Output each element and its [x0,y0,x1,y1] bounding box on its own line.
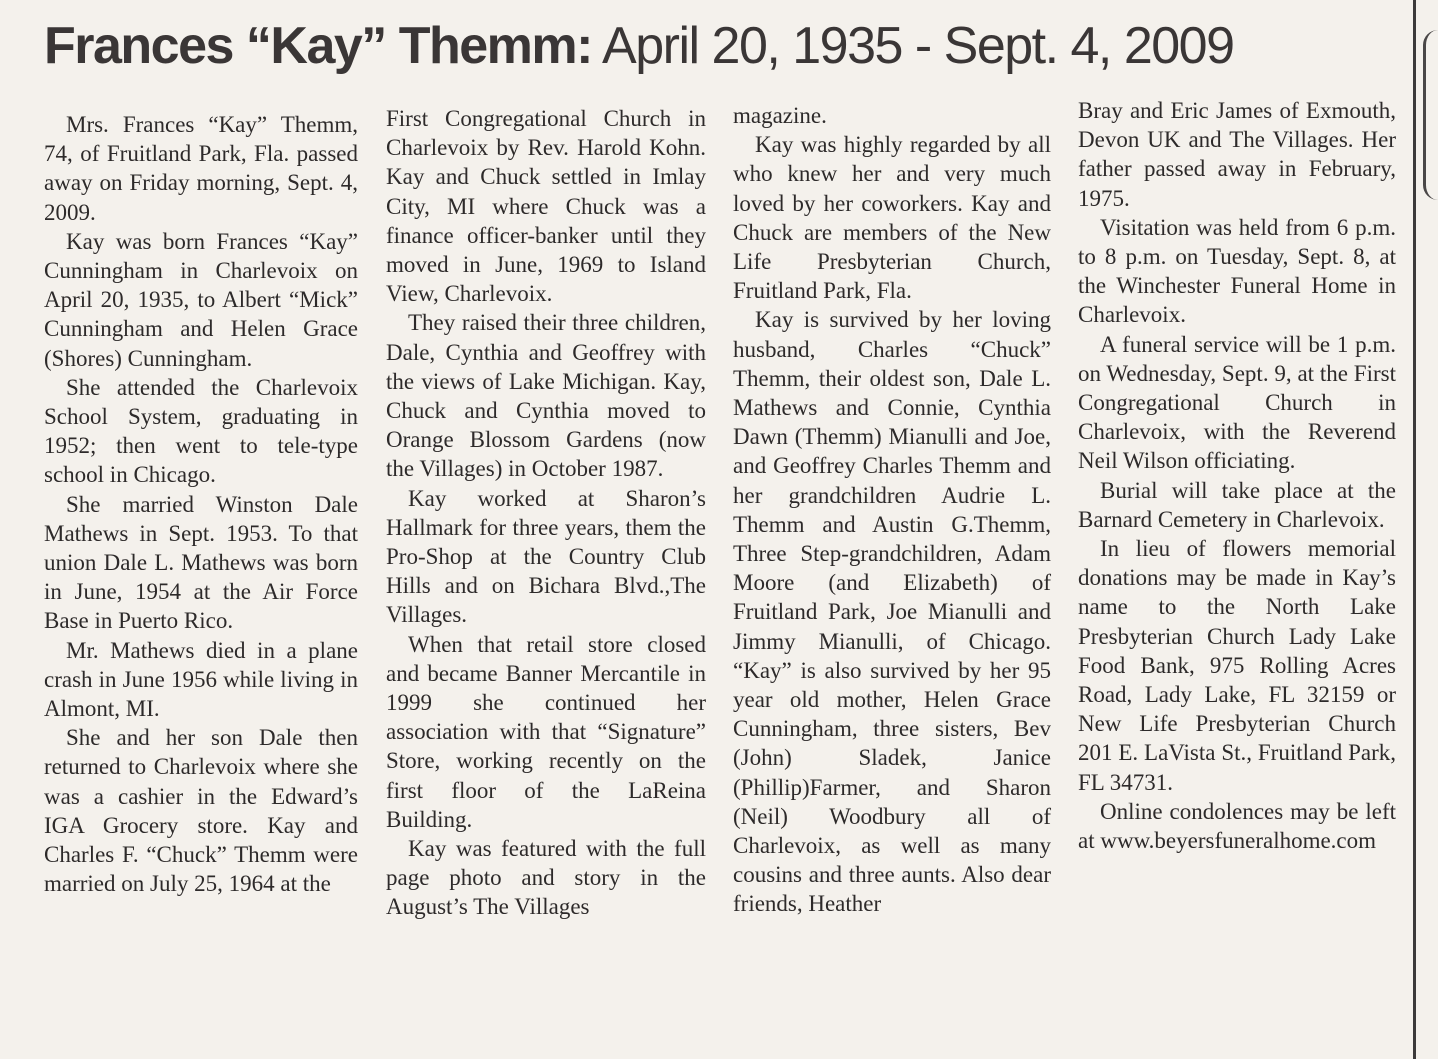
paragraph: Online condolences may be left at www.beyersfuneralhome.com [1078,798,1396,854]
paragraph: Mrs. Frances “Kay” Themm, 74, of Fruitland Park, Fla. passed away on Friday morning, Sept. 4, 2009. [44,112,358,225]
column-divider [1413,0,1416,1059]
paragraph: Kay worked at Sharon’s Hallmark for three years, them the Pro-Shop at the Country Club Hills and on Bichara Blvd.,The Villages. [386,485,706,628]
headline [44,14,1384,78]
paragraph: magazine. [733,103,827,128]
paragraph: A funeral service will be 1 p.m. on Wednesday, Sept. 9, at the First Congregational Church in Charlevoix, with the Reverend Neil Wilson officiating. [1078,331,1396,474]
paragraph: She attended the Charlevoix School System, graduating in 1952; then went to tele-type school in Chicago. [44,374,358,488]
paragraph: Burial will take place at the Barnard Cemetery in Charlevoix. [1078,477,1396,532]
paragraph: Bray and Eric James of Exmouth, Devon UK and The Villages. Her father passed away in February, 1975. [1078,98,1396,211]
paragraph: Kay was born Frances “Kay” Cunningham in Charlevoix on April 20, 1935, to Albert “Mick” Cunningham and Helen Grace (Shores) Cunningham. [44,228,358,371]
paragraph: She and her son Dale then returned to Charlevoix where she was a cashier in the Edward’s IGA Grocery store. Kay and Charles F. “Chuck” Themm were married on July 25, 1964 at the [44,725,358,897]
paragraph: Kay is survived by her loving husband, Charles “Chuck” Themm, their oldest son, Dale L. Mathews and Connie, Cynthia Dawn (Themm) Mianulli and Joe, and Geoffrey Charles Themm and her grandchildren Audrie L. Themm and Austin G.Themm, Three Step-grandchildren, Adam Moore (and Elizabeth) of Fruitland Park, Joe Mianulli and Jimmy Mianulli, of Chicago. “Kay” is also survived by her 95 year old mother, Helen Grace Cunningham, three sisters, Bev (John) Sladek, Janice (Phillip)Farmer, and Sharon (Neil) Woodbury all of Charlevoix, as well as many cousins and three aunts. Also dear friends, Heather [733,307,1051,917]
paragraph: They raised their three children, Dale, Cynthia and Geoffrey with the views of Lake Michigan. Kay, Chuck and Cynthia moved to Orange Blossom Gardens (now the Villages) in October 1987. [386,310,706,482]
paragraph: She married Winston Dale Mathews in Sept. 1953. To that union Dale L. Mathews was born in June, 1954 at the Air Force Base in Puerto Rico. [44,491,358,634]
paragraph: Visitation was held from 6 p.m. to 8 p.m. on Tuesday, Sept. 8, at the Winchester Funeral Home in Charlevoix. [1078,214,1396,328]
paragraph: Kay was highly regarded by all who knew her and very much loved by her coworkers. Kay and Chuck are members of the New Life Presbyterian Church, Fruitland Park, Fla. [733,132,1051,304]
headline-name: Frances “Kay” Themm: [44,17,592,75]
column-4 [1078,96,1396,855]
column-2 [386,104,706,922]
page-edge [1423,30,1438,200]
paragraph: First Congregational Church in Charlevoix by Rev. Harold Kohn. Kay and Chuck settled in Imlay City, MI where Chuck was a finance officer-banker until they moved in June, 1969 to Island View, Charlevoix. [386,106,706,307]
paragraph: In lieu of flowers memorial donations may be made in Kay’s name to the North Lake Presbyterian Church Lady Lake Food Bank, 975 Rolling Acres Road, Lady Lake, FL 32159 or New Life Presbyterian Church 201 E. LaVista St., Fruitland Park, FL 34731. [1078,536,1396,795]
paragraph: Kay was featured with the full page photo and story in the August’s The Villages [386,836,706,920]
headline-dates: April 20, 1935 - Sept. 4, 2009 [602,17,1234,75]
column-1 [44,110,358,898]
column-3 [733,101,1051,919]
paragraph: When that retail store closed and became Banner Mercantile in 1999 she continued her association with that “Signature” Store, working recently on the first floor of the LaReina Building. [386,631,706,832]
paragraph: Mr. Mathews died in a plane crash in June 1956 while living in Almont, MI. [44,637,358,722]
